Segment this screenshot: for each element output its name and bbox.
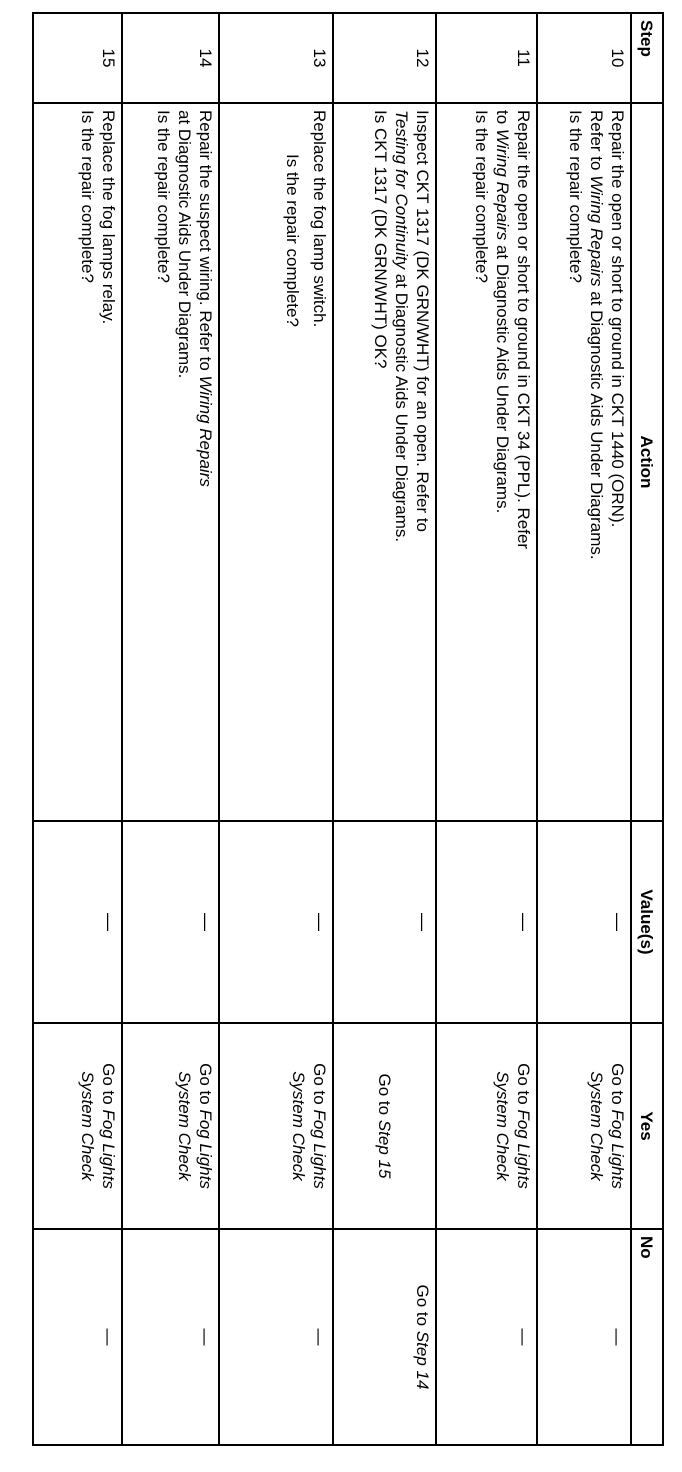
action-cell — [33, 103, 122, 821]
action-question: Is the repair complete? — [472, 110, 492, 283]
step-number: 12 — [333, 13, 436, 103]
yes-cell — [436, 1023, 538, 1229]
action-text: at Diagnostic Aids Under Diagrams. — [587, 286, 606, 560]
no-text: Go to — [412, 1284, 432, 1331]
yes-link[interactable]: Step 15 — [374, 1119, 394, 1179]
action-line — [391, 110, 412, 814]
yes-text: Go to — [608, 1063, 627, 1110]
action-text: at Diagnostic Aids Under Diagrams. — [391, 269, 411, 543]
yes-text: Go to — [514, 1063, 534, 1110]
action-line — [492, 110, 513, 814]
action-line: Repair the open or short to ground in CKT 34 (PPL). Refer — [514, 110, 534, 550]
yes-link-cont[interactable]: System Check — [175, 1071, 195, 1181]
no-cell: — — [436, 1229, 538, 1445]
action-text: to — [493, 110, 513, 129]
yes-link[interactable]: Fog Lights — [608, 1109, 627, 1189]
action-line — [195, 110, 216, 814]
yes-cell — [219, 1023, 333, 1229]
yes-text: Go to — [309, 1063, 329, 1110]
header-action: Action — [631, 103, 663, 821]
yes-cell — [537, 1023, 631, 1229]
action-line — [586, 110, 607, 814]
header-no: No — [631, 1229, 663, 1445]
action-cell — [436, 103, 538, 821]
step-number: 15 — [33, 13, 122, 103]
table-row — [333, 13, 436, 1445]
yes-link-cont[interactable]: System Check — [78, 1071, 98, 1181]
step-number: 11 — [436, 13, 538, 103]
yes-cell — [33, 1023, 122, 1229]
yes-cell — [333, 1023, 436, 1229]
table-row — [219, 13, 333, 1445]
action-line: Replace the fog lamp switch. — [309, 110, 329, 328]
reference-link[interactable]: Testing for Continuity — [391, 110, 411, 270]
step-number: 13 — [219, 13, 333, 103]
action-line: Replace the fog lamps relay. — [99, 110, 119, 325]
action-line: Inspect CKT 1317 (DK GRN/WHT) for an open. Refer to — [412, 110, 432, 533]
value-cell: — — [122, 821, 219, 1023]
yes-link[interactable]: Fog Lights — [514, 1109, 534, 1189]
table-row — [33, 13, 122, 1445]
diagnostic-table — [32, 12, 664, 1446]
yes-link[interactable]: Fog Lights — [309, 1109, 329, 1189]
action-question: Is the repair complete? — [566, 110, 585, 283]
value-cell: — — [333, 821, 436, 1023]
yes-link-cont[interactable]: System Check — [587, 1071, 606, 1181]
action-text: at Diagnostic Aids Under Diagrams. — [493, 240, 513, 514]
table-row — [122, 13, 219, 1445]
yes-link-cont[interactable]: System Check — [493, 1071, 513, 1181]
yes-text: Go to — [99, 1063, 119, 1110]
action-cell — [537, 103, 631, 821]
header-yes: Yes — [631, 1023, 663, 1229]
yes-link-cont[interactable]: System Check — [288, 1071, 308, 1181]
header-row — [631, 13, 663, 1445]
reference-link[interactable]: Wiring Repairs — [587, 175, 606, 287]
no-cell: — — [537, 1229, 631, 1445]
table-row — [537, 13, 631, 1445]
action-cell — [333, 103, 436, 821]
header-step: Step — [631, 13, 663, 103]
action-text: Refer to — [587, 110, 606, 176]
value-cell: — — [33, 821, 122, 1023]
reference-link[interactable]: Wiring Repairs — [493, 128, 513, 241]
no-cell: — — [33, 1229, 122, 1445]
reference-link[interactable]: Wiring Repairs — [196, 375, 216, 487]
no-cell: — — [122, 1229, 219, 1445]
action-question: Is the repair complete? — [282, 154, 302, 327]
step-number: 10 — [537, 13, 631, 103]
rotated-page — [32, 12, 664, 1444]
action-cell — [219, 103, 333, 821]
action-text: Repair the suspect wiring. Refer to — [196, 110, 216, 376]
action-cell — [122, 103, 219, 821]
header-values: Value(s) — [631, 821, 663, 1023]
action-line: at Diagnostic Aids Under Diagrams. — [175, 110, 195, 379]
action-line: Repair the open or short to ground in CKT 1440 (ORN). — [608, 110, 627, 528]
no-cell: — — [219, 1229, 333, 1445]
step-number: 14 — [122, 13, 219, 103]
action-question: Is CKT 1317 (DK GRN/WHT) OK? — [370, 110, 390, 369]
value-cell: — — [219, 821, 333, 1023]
action-question: Is the repair complete? — [78, 110, 98, 283]
yes-link[interactable]: Fog Lights — [99, 1109, 119, 1189]
yes-cell — [122, 1023, 219, 1229]
yes-text: Go to — [196, 1063, 216, 1110]
yes-link[interactable]: Fog Lights — [196, 1109, 216, 1189]
no-cell — [333, 1229, 436, 1445]
value-cell: — — [537, 821, 631, 1023]
action-question: Is the repair complete? — [154, 110, 174, 283]
no-link[interactable]: Step 14 — [412, 1330, 432, 1390]
value-cell: — — [436, 821, 538, 1023]
table-row — [436, 13, 538, 1445]
yes-text: Go to — [374, 1073, 394, 1120]
